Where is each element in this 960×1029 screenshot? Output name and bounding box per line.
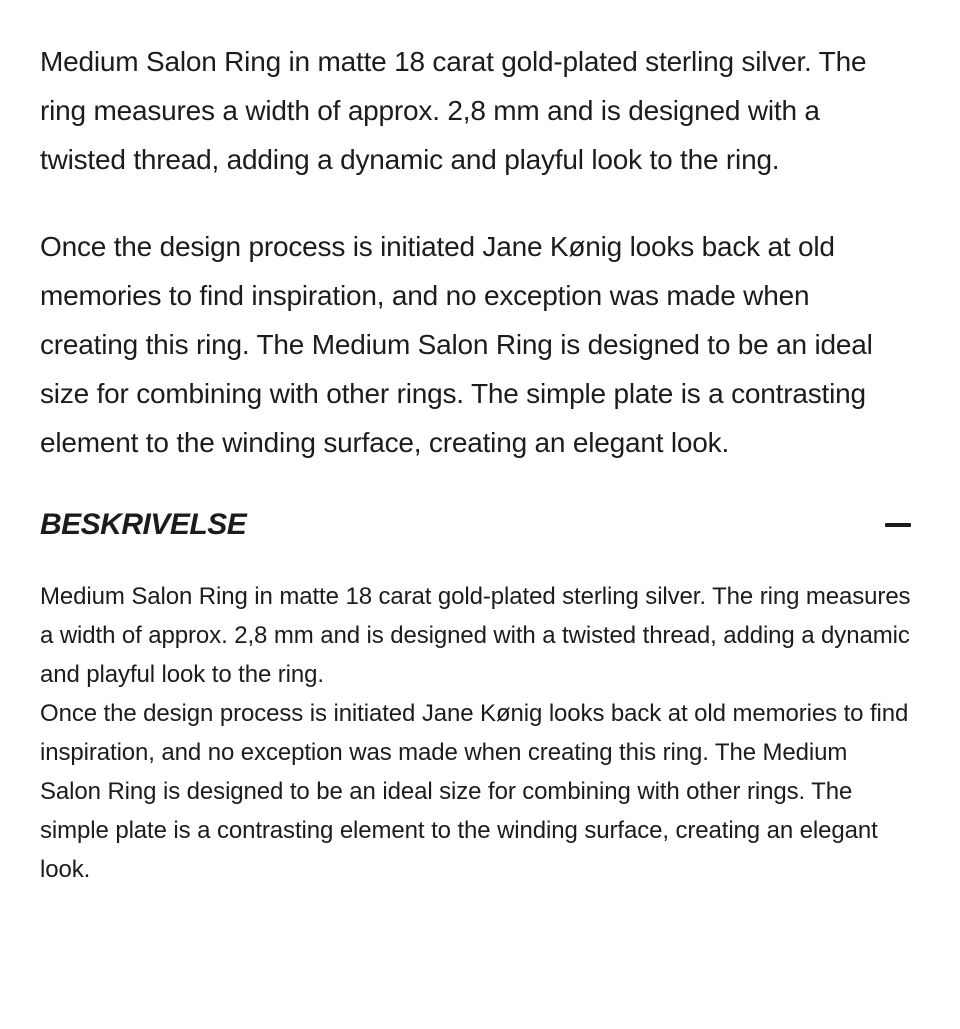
description-accordion xyxy=(40,505,911,889)
accordion-body-text-line: Medium Salon Ring in matte 18 carat gold-plated sterling silver. The ring measures a width of approx. 2,8 mm and is designed with a twisted thread, adding a dynamic and playful look to the ring. xyxy=(40,583,911,688)
product-intro-paragraph: Medium Salon Ring in matte 18 carat gold-plated sterling silver. The ring measures a width of approx. 2,8 mm and is designed with a twisted thread, adding a dynamic and playful look to the ring. xyxy=(40,46,867,175)
accordion-body-text-line: Once the design process is initiated Jane Kønig looks back at old memories to find inspiration, and no exception was made when creating this ring. The Medium Salon Ring is designed to be an ideal size for combining with other rings. The simple plate is a contrasting element to the winding surface, creating an elegant look. xyxy=(40,700,909,883)
accordion-body xyxy=(40,577,911,889)
accordion-header-beskrivelse[interactable] xyxy=(40,505,911,545)
minus-icon[interactable] xyxy=(885,523,911,527)
accordion-title: BESKRIVELSE xyxy=(40,508,247,541)
product-story-paragraph: Once the design process is initiated Jane Kønig looks back at old memories to find inspiration, and no exception was made when creating this ring. The Medium Salon Ring is designed to be an ideal size for combining with other rings. The simple plate is a contrasting element to the winding surface, creating an elegant look. xyxy=(40,231,873,458)
